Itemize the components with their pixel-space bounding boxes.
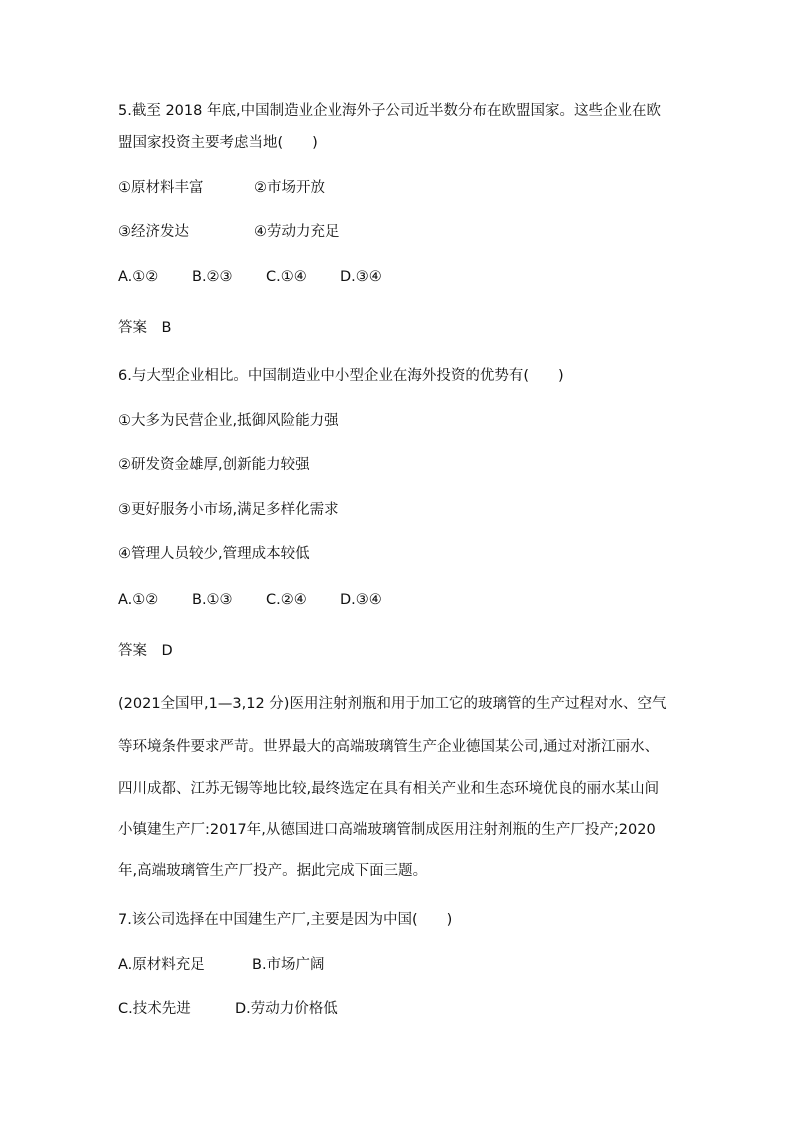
q5-stem-line2: 盟国家投资主要考虑当地( )	[118, 135, 318, 151]
q5-item4: ④劳动力充足	[254, 224, 340, 240]
q5-option-d: D.③④	[340, 269, 382, 285]
q5-item3: ③经济发达	[118, 224, 189, 240]
q5-items-row2	[118, 222, 340, 242]
q6-item4: ④管理人员较少,管理成本较低	[118, 546, 310, 562]
q5-item1: ①原材料丰富	[118, 180, 204, 196]
passage-line4: 小镇建生产厂:2017年,从德国进口高端玻璃管制成医用注射剂瓶的生产厂投产;2020	[118, 822, 656, 838]
q5-option-b: B.②③	[192, 269, 233, 285]
q7-options-row1	[118, 955, 325, 975]
q7-options-row2	[118, 999, 338, 1019]
q5-item2: ②市场开放	[254, 180, 325, 196]
q6-option-b: B.①③	[192, 592, 233, 608]
q5-option-c: C.①④	[266, 269, 307, 285]
q6-option-a: A.①②	[118, 592, 159, 608]
q5-options	[118, 267, 382, 287]
q5-answer: 答案 B	[118, 320, 172, 336]
passage-line2: 等环境条件要求严苛。世界最大的高端玻璃管生产企业德国某公司,通过对浙江丽水、	[118, 739, 660, 755]
q6-stem: 6.与大型企业相比。中国制造业中小型企业在海外投资的优势有( )	[118, 368, 564, 384]
q7-option-d: D.劳动力价格低	[235, 1001, 338, 1017]
q5-stem-line1: 5.截至 2018 年底,中国制造业企业海外子公司近半数分布在欧盟国家。这些企业在欧	[118, 103, 662, 119]
passage-line3: 四川成都、江苏无锡等地比较,最终选定在具有相关产业和生态环境优良的丽水某山间	[118, 781, 660, 797]
q5-option-a: A.①②	[118, 269, 159, 285]
q6-option-c: C.②④	[266, 592, 307, 608]
passage-line1: (2021全国甲,1—3,12 分)医用注射剂瓶和用于加工它的玻璃管的生产过程对水、空气	[118, 696, 667, 712]
q7-option-c: C.技术先进	[118, 1001, 191, 1017]
q6-item1: ①大多为民营企业,抵御风险能力强	[118, 413, 339, 429]
q6-options	[118, 590, 382, 610]
q6-item2: ②研发资金雄厚,创新能力较强	[118, 457, 310, 473]
q7-option-b: B.市场广阔	[252, 957, 325, 973]
q6-option-d: D.③④	[340, 592, 382, 608]
q6-answer: 答案 D	[118, 643, 173, 659]
q7-option-a: A.原材料充足	[118, 957, 205, 973]
q7-stem: 7.该公司选择在中国建生产厂,主要是因为中国( )	[118, 912, 453, 928]
q5-items-row1	[118, 178, 325, 198]
passage-line5: 年,高端玻璃管生产厂投产。据此完成下面三题。	[118, 863, 428, 879]
q6-item3: ③更好服务小市场,满足多样化需求	[118, 502, 339, 518]
